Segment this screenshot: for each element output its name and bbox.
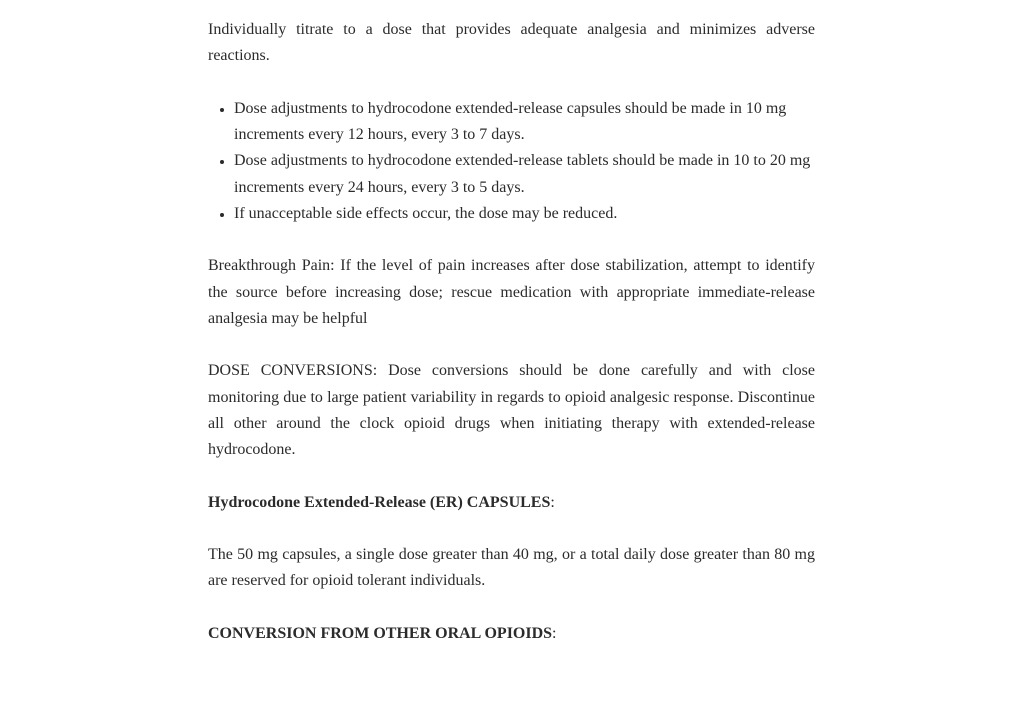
conversion-heading: CONVERSION FROM OTHER ORAL OPIOIDS bbox=[208, 624, 553, 642]
list-item: • If unacceptable side effects occur, the dose may be reduced. bbox=[234, 201, 815, 227]
intro-paragraph: Individually titrate to a dose that provides adequate analgesia and minimizes adverse reactions. bbox=[208, 21, 815, 65]
list-item: • Dose adjustments to hydrocodone extended-release capsules should be made in 10 mg increments every 12 hours, every 3 to 7 days. bbox=[234, 96, 815, 149]
document-body bbox=[208, 17, 815, 673]
dose-conversions-paragraph: DOSE CONVERSIONS: Dose conversions should be done carefully and with close monitoring due to large patient variability in regards to opioid analgesic response. Discontinue all other around the clock opioid drugs when initiating therapy with extended-release hydrocodone. bbox=[208, 362, 815, 458]
heading-colon: : bbox=[550, 493, 555, 511]
er-capsules-heading-line bbox=[208, 490, 815, 516]
heading-colon: : bbox=[552, 624, 557, 642]
list-item: • Dose adjustments to hydrocodone extended-release tablets should be made in 10 to 20 mg increments every 24 hours, every 3 to 5 days. bbox=[234, 148, 815, 201]
conversion-heading-line bbox=[208, 621, 815, 647]
breakthrough-pain-paragraph: Breakthrough Pain: If the level of pain increases after dose stabilization, attempt to identify the source before increasing dose; rescue medication with appropriate immediate-release analgesia may be helpful bbox=[208, 257, 815, 327]
er-capsules-heading: Hydrocodone Extended-Release (ER) CAPSULES bbox=[208, 493, 551, 511]
dose-adjustment-list bbox=[208, 96, 815, 227]
er-capsules-paragraph: The 50 mg capsules, a single dose greater than 40 mg, or a total daily dose greater than 80 mg are reserved for opioid tolerant individuals. bbox=[208, 546, 815, 590]
